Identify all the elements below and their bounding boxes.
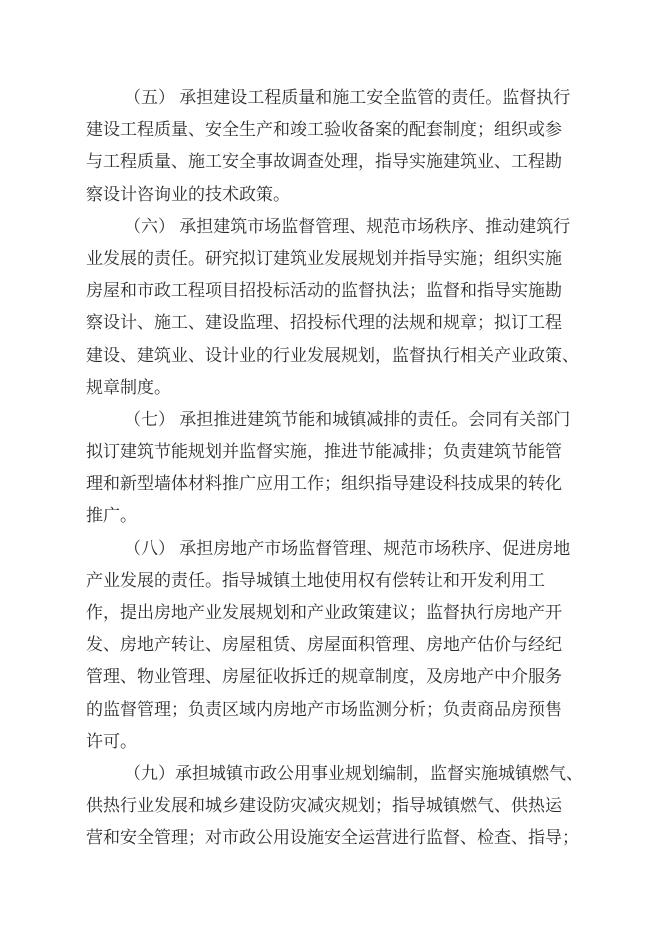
text-line: 营和安全管理；对市政公用设施安全运营进行监督、检查、指导； [86, 828, 579, 848]
text-line: 察设计、施工、建设监理、招投标代理的法规和规章；拟订工程 [86, 313, 562, 333]
text-line: 与工程质量、施工安全事故调查处理，指导实施建筑业、工程勘 [86, 152, 562, 172]
text-line: （九）承担城镇市政公用事业规划编制，监督实施城镇燃气、 [124, 763, 583, 783]
text-line: 供热行业发展和城乡建设防灾减灾规划；指导城镇燃气、供热运 [86, 796, 562, 816]
text-line: 的监督管理；负责区域内房地产市场监测分析；负责商品房预售 [86, 699, 562, 719]
document-body [86, 82, 583, 855]
text-line: 理和新型墙体材料推广应用工作；组织指导建设科技成果的转化 [86, 474, 562, 494]
text-line: 业发展的责任。研究拟订建筑业发展规划并指导实施；组织实施 [86, 248, 562, 268]
text-line: （五） 承担建设工程质量和施工安全监管的责任。监督执行 [124, 88, 571, 107]
paragraph-item-6 [86, 211, 577, 404]
paragraph-item-8 [86, 533, 577, 758]
text-line: （七） 承担推进建筑节能和城镇减排的责任。会同有关部门 [124, 409, 571, 429]
text-line: （八） 承担房地产市场监督管理、规范市场秩序、促进房地 [124, 538, 571, 558]
text-line: 管理、物业管理、房屋征收拆迁的规章制度，及房地产中介服务 [86, 667, 562, 687]
text-line: 拟订建筑节能规划并监督实施，推进节能减排；负责建筑节能管 [86, 442, 562, 462]
text-line: 推广。 [86, 506, 137, 526]
text-line: 察设计咨询业的技术政策。 [86, 184, 290, 204]
text-line: （六） 承担建筑市场监督管理、规范市场秩序、推动建筑行 [124, 216, 571, 236]
text-line: 许可。 [86, 731, 137, 751]
text-line: 建设、建筑业、设计业的行业发展规划，监督执行相关产业政策、 [86, 345, 579, 365]
text-line: 规章制度。 [86, 377, 171, 397]
paragraph-item-9 [86, 758, 583, 855]
text-line: 产业发展的责任。指导城镇土地使用权有偿转让和开发利用工 [86, 570, 545, 590]
text-line: 作，提出房地产业发展规划和产业政策建议；监督执行房地产开 [86, 603, 562, 622]
text-line: 建设工程质量、安全生产和竣工验收备案的配套制度；组织或参 [86, 120, 562, 140]
text-line: 房屋和市政工程项目招投标活动的监督执法；监督和指导实施勘 [86, 281, 562, 301]
paragraph-item-5 [86, 82, 577, 211]
paragraph-item-7 [86, 404, 577, 533]
text-line: 发、房地产转让、房屋租赁、房屋面积管理、房地产估价与经纪 [86, 635, 562, 655]
